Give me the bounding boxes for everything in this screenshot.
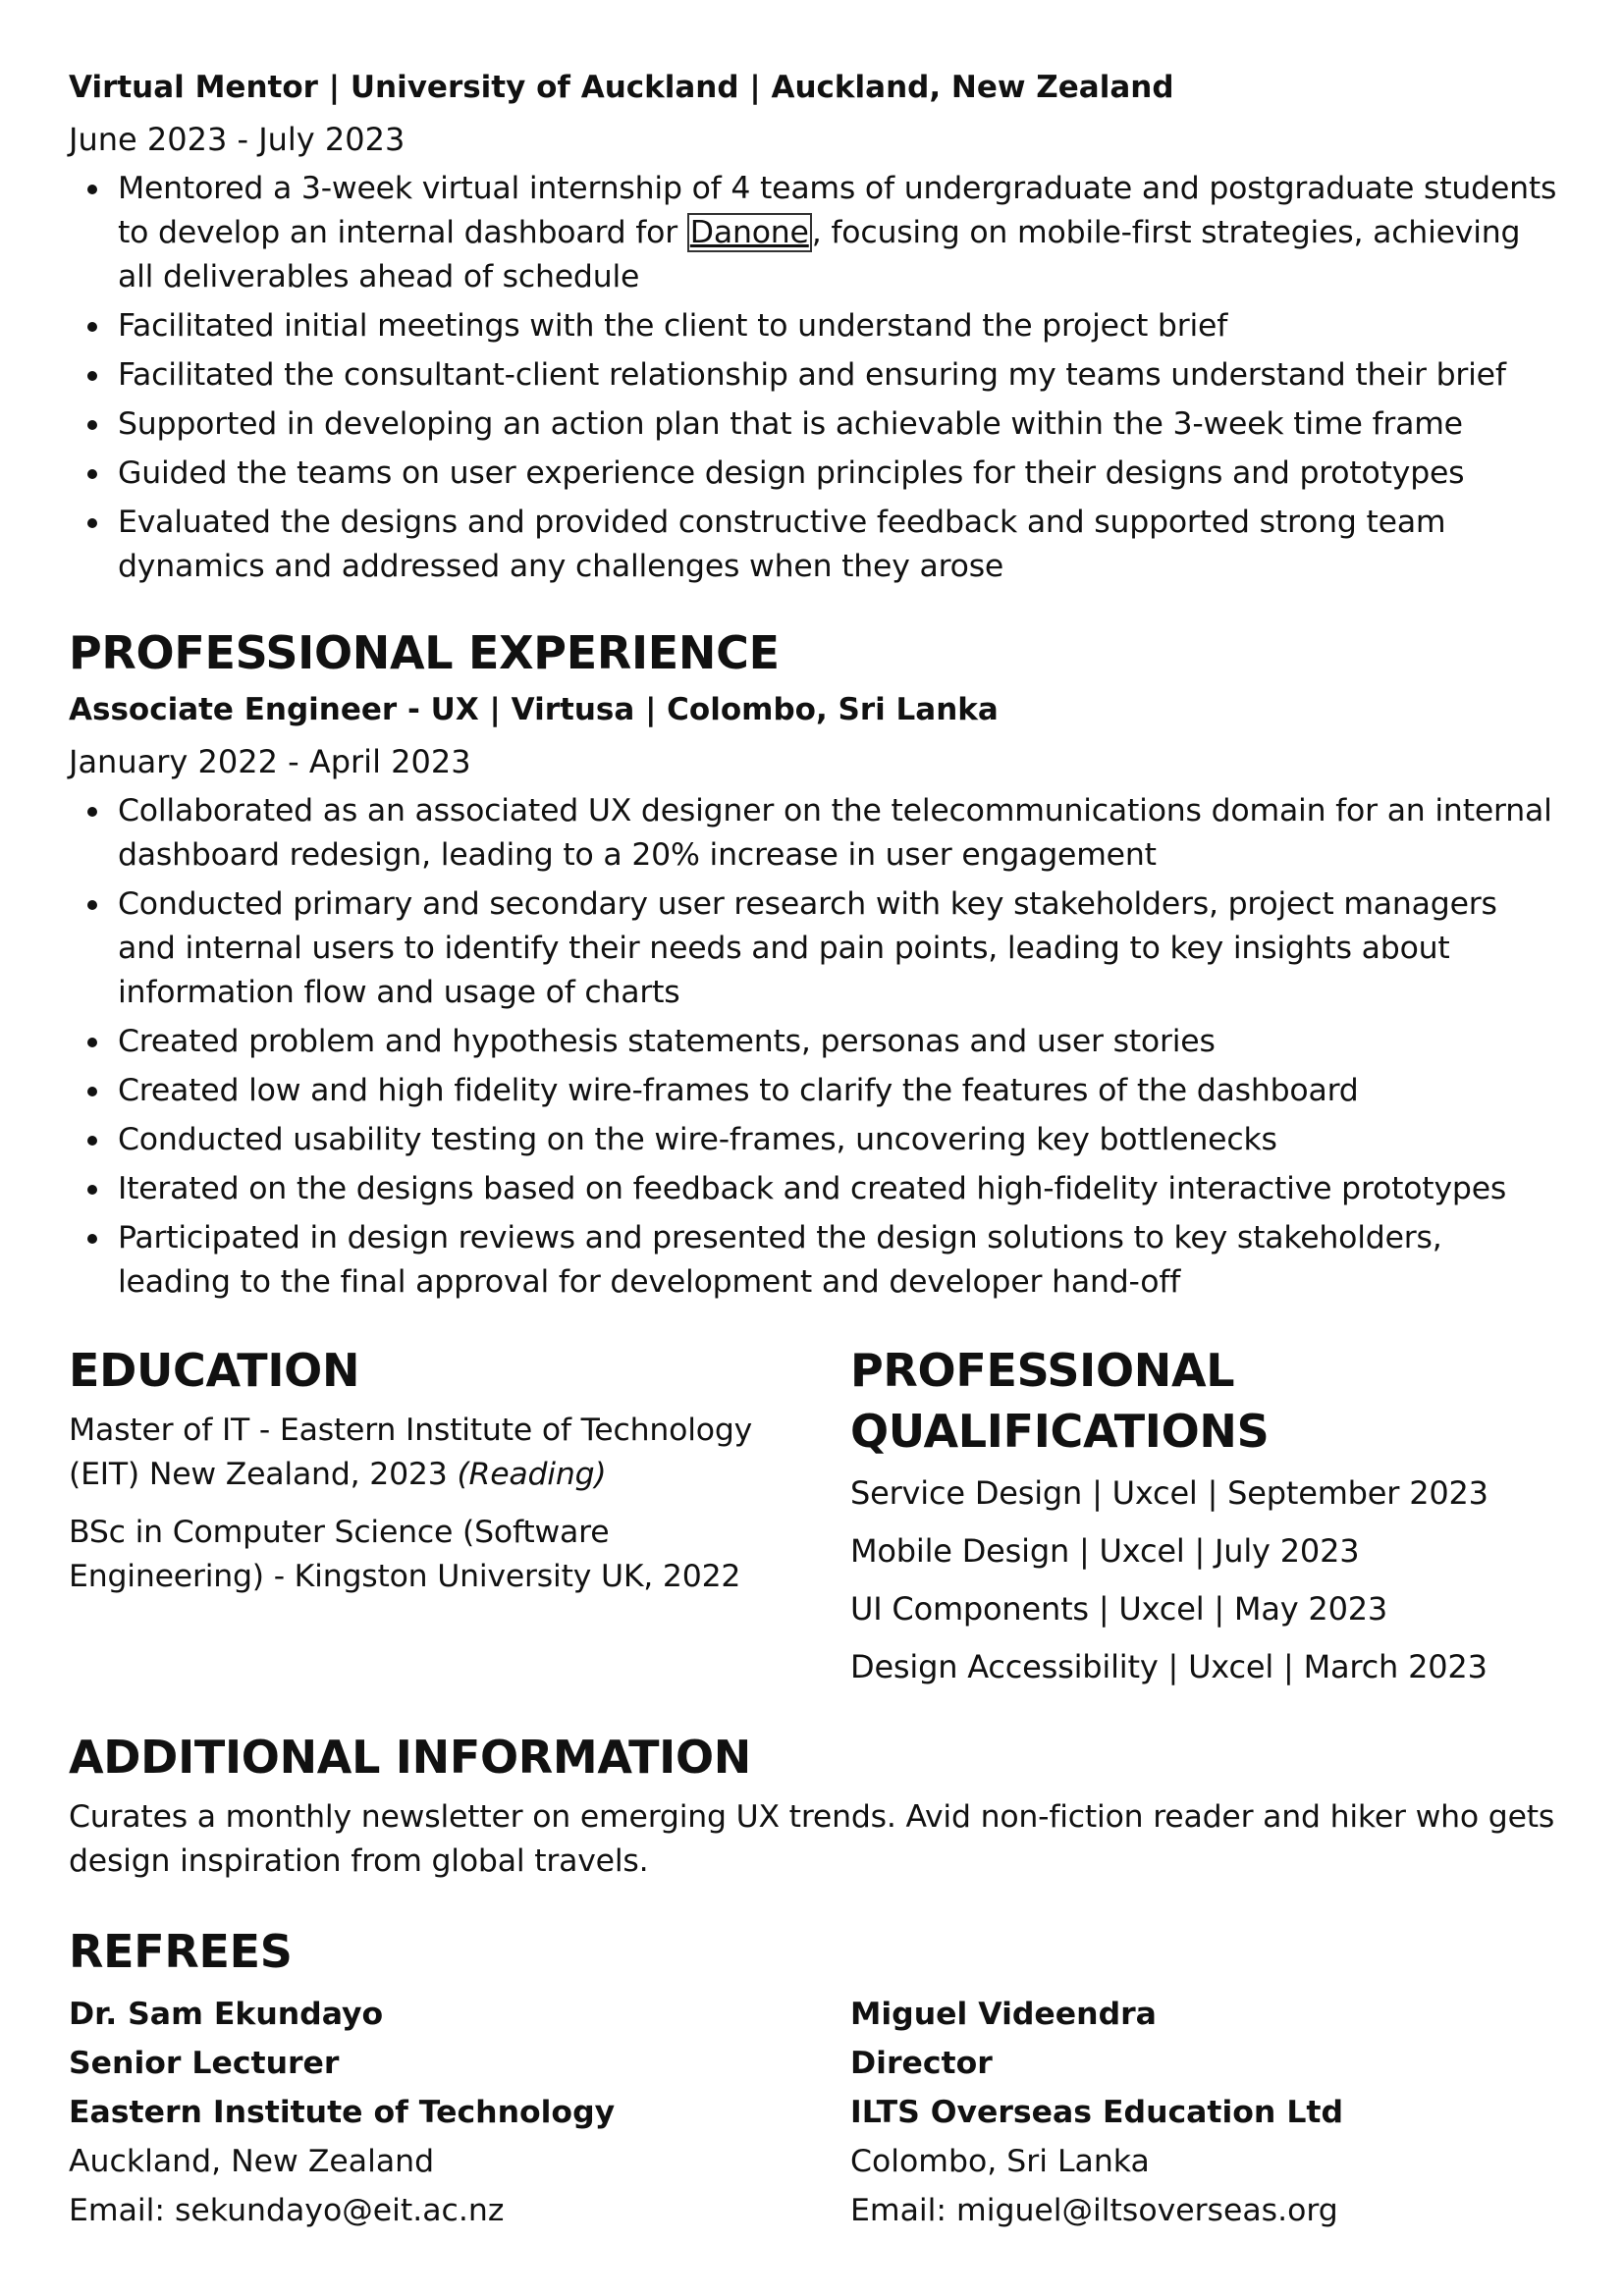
list-item: Conducted primary and secondary user research with key stakeholders, project managers and internal users to identify their needs and pain points, leading to key insights about information flow and usage of charts <box>69 882 1564 1015</box>
referee-role: Senior Lecturer <box>69 2046 340 2081</box>
list-item: Evaluated the designs and provided constructive feedback and supported strong team dynamics and addressed any challenges when they arose <box>69 501 1564 589</box>
referees-section <box>69 1921 1564 2235</box>
mentor-dates: June 2023 - July 2023 <box>69 121 406 158</box>
education-item-text: Master of IT - Eastern Institute of Technology (EIT) New Zealand, 2023 <box>69 1413 753 1492</box>
education-item: BSc in Computer Science (Software Engineering) - Kingston University UK, 2022 <box>69 1515 741 1594</box>
experience-heading: PROFESSIONAL EXPERIENCE <box>69 626 780 679</box>
qualification-item: Mobile Design | Uxcel | July 2023 <box>850 1532 1360 1570</box>
qualification-item: Design Accessibility | Uxcel | March 2023 <box>850 1648 1488 1685</box>
referee-card <box>69 1990 850 2235</box>
additional-section <box>69 1727 1564 1884</box>
list-item: Supported in developing an action plan that is achievable within the 3-week time frame <box>69 402 1564 447</box>
mentor-section <box>69 65 1564 589</box>
education-item <box>69 1409 850 1497</box>
qualifications-heading: PROFESSIONAL QUALIFICATIONS <box>850 1344 1270 1458</box>
referee-name: Dr. Sam Ekundayo <box>69 1997 384 2032</box>
referee-email[interactable]: Email: sekundayo@eit.ac.nz <box>69 2193 505 2228</box>
danone-link[interactable]: Danone <box>687 213 812 252</box>
list-item: Created problem and hypothesis statements, personas and user stories <box>69 1020 1564 1064</box>
referee-organization: Eastern Institute of Technology <box>69 2095 616 2130</box>
experience-section <box>69 622 1564 1305</box>
bullet-text: , focusing on mobile-first strategies, achieving all deliverables ahead of schedule <box>118 215 1521 294</box>
experience-job-title: Associate Engineer - UX | Virtusa | Colombo, Sri Lanka <box>69 692 999 727</box>
referee-location: Colombo, Sri Lanka <box>850 2144 1150 2179</box>
list-item: Facilitated initial meetings with the client to understand the project brief <box>69 304 1564 348</box>
list-item: Participated in design reviews and presented the design solutions to key stakeholders, leading to the final approval for development and developer hand-off <box>69 1216 1564 1305</box>
qualification-item: UI Components | Uxcel | May 2023 <box>850 1590 1388 1628</box>
bullet-text: Mentored a 3-week virtual internship of 4 teams of undergraduate and postgraduate students to develop an internal dashboard for <box>118 171 1557 250</box>
experience-dates: January 2022 - April 2023 <box>69 743 471 780</box>
mentor-job-title: Virtual Mentor | University of Auckland | Auckland, New Zealand <box>69 70 1174 105</box>
additional-text: Curates a monthly newsletter on emerging UX trends. Avid non-fiction reader and hiker who gets design inspiration from global travels. <box>69 1799 1555 1879</box>
list-item: Iterated on the designs based on feedback and created high-fidelity interactive prototypes <box>69 1167 1564 1211</box>
referee-name: Miguel Videendra <box>850 1997 1157 2032</box>
referees-row <box>69 1990 1564 2235</box>
referee-location: Auckland, New Zealand <box>69 2144 435 2179</box>
list-item: Created low and high fidelity wire-frames to clarify the features of the dashboard <box>69 1069 1564 1113</box>
referees-heading: REFREES <box>69 1925 293 1978</box>
qualifications-section <box>850 1340 1564 1701</box>
qualification-item: Service Design | Uxcel | September 2023 <box>850 1474 1488 1512</box>
education-section <box>69 1340 850 1701</box>
list-item: Guided the teams on user experience design principles for their designs and prototypes <box>69 452 1564 496</box>
education-heading: EDUCATION <box>69 1344 360 1397</box>
mentor-bullet-list <box>69 167 1564 589</box>
additional-heading: ADDITIONAL INFORMATION <box>69 1731 751 1784</box>
list-item: Collaborated as an associated UX designer on the telecommunications domain for an internal dashboard redesign, leading to a 20% increase in user engagement <box>69 789 1564 878</box>
referee-email[interactable]: Email: miguel@iltsoverseas.org <box>850 2193 1338 2228</box>
list-item: Conducted usability testing on the wire-frames, uncovering key bottlenecks <box>69 1118 1564 1162</box>
education-item-note: (Reading) <box>457 1457 607 1492</box>
referee-organization: ILTS Overseas Education Ltd <box>850 2095 1344 2130</box>
referee-card <box>850 1990 1564 2235</box>
list-item: Facilitated the consultant-client relationship and ensuring my teams understand their brief <box>69 353 1564 398</box>
referee-role: Director <box>850 2046 993 2081</box>
list-item <box>69 167 1564 299</box>
experience-bullet-list <box>69 789 1564 1305</box>
education-qualifications-row <box>69 1340 1564 1701</box>
